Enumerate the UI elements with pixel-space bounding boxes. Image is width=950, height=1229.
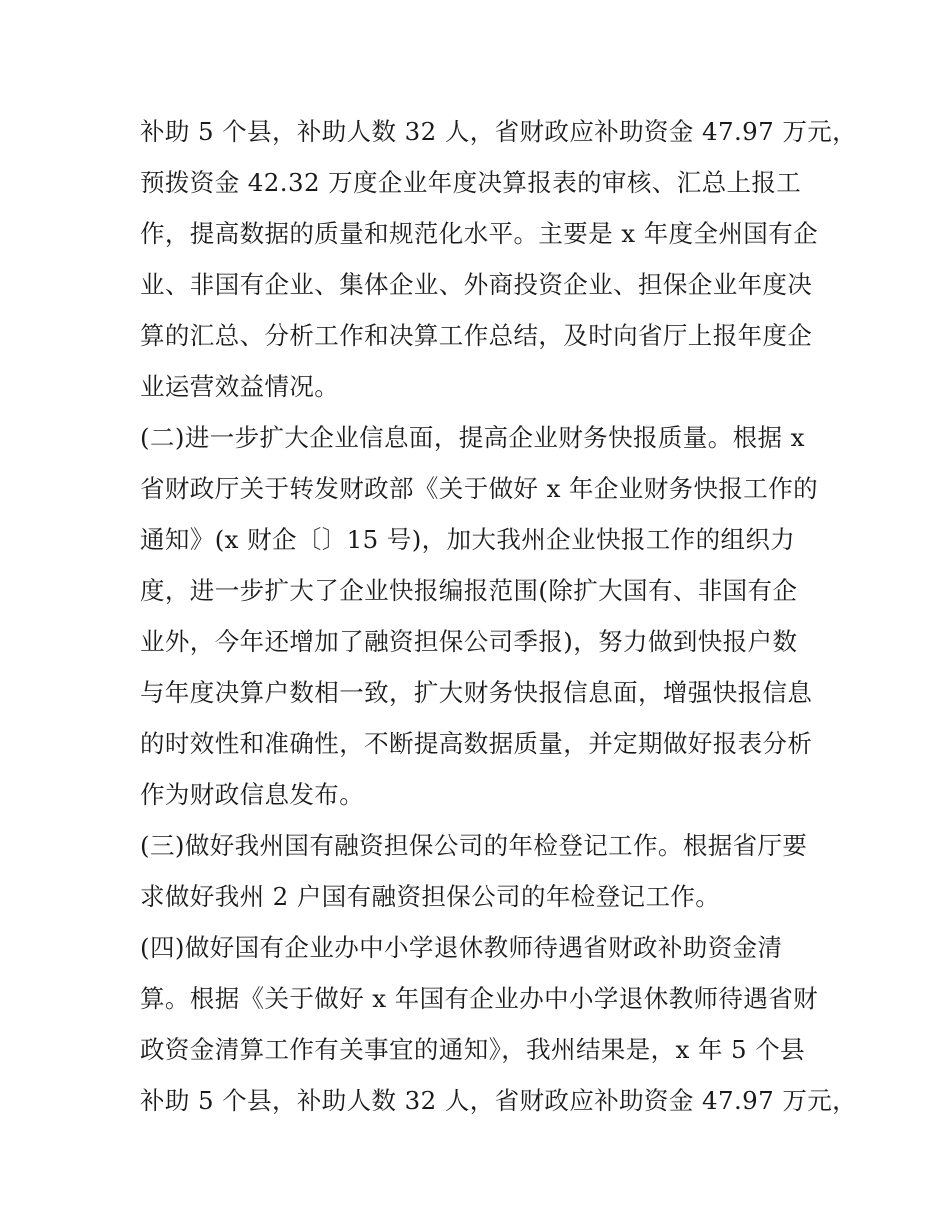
text-line-11: 业外，今年还增加了融资担保公司季报)，努力做到快报户数 — [140, 627, 798, 656]
text-line-6: 业运营效益情况。 — [140, 372, 340, 401]
text-line-13: 的时效性和准确性，不断提高数据质量，并定期做好报表分析 — [140, 729, 813, 758]
section-3-heading-line: (三)做好我州国有融资担保公司的年检登记工作。根据省厅要 — [140, 831, 808, 860]
text-line-1: 补助 5 个县，补助人数 32 人，省财政应补助资金 47.97 万元， — [140, 117, 858, 146]
section-4-heading-line: (四)做好国有企业办中小学退休教师待遇省财政补助资金清 — [140, 933, 783, 962]
text-line-14: 作为财政信息发布。 — [140, 780, 365, 809]
text-line-5: 算的汇总、分析工作和决算工作总结，及时向省厅上报年度企 — [140, 321, 813, 350]
text-line-3: 作，提高数据的质量和规范化水平。主要是 x 年度全州国有企 — [140, 219, 818, 248]
text-line-9: 通知》(x 财企〔〕15 号)，加大我州企业快报工作的组织力 — [140, 525, 796, 554]
section-2-heading-line: (二)进一步扩大企业信息面，提高企业财务快报质量。根据 x — [140, 423, 805, 452]
text-line-2: 预拨资金 42.32 万度企业年度决算报表的审核、汇总上报工 — [140, 168, 802, 197]
text-line-20: 补助 5 个县，补助人数 32 人，省财政应补助资金 47.97 万元， — [140, 1086, 858, 1115]
text-line-12: 与年度决算户数相一致，扩大财务快报信息面，增强快报信息 — [140, 678, 813, 707]
text-line-10: 度，进一步扩大了企业快报编报范围(除扩大国有、非国有企 — [140, 576, 798, 605]
text-line-4: 业、非国有企业、集体企业、外商投资企业、担保企业年度决 — [140, 270, 813, 299]
text-line-16: 求做好我州 2 户国有融资担保公司的年检登记工作。 — [140, 882, 721, 911]
text-line-18: 算。根据《关于做好 x 年国有企业办中小学退休教师待遇省财 — [140, 984, 818, 1013]
body-text — [140, 106, 858, 1126]
text-line-19: 政资金清算工作有关事宜的通知》，我州结果是，x 年 5 个县 — [140, 1035, 806, 1064]
text-line-8: 省财政厅关于转发财政部《关于做好 x 年企业财务快报工作的 — [140, 474, 818, 503]
